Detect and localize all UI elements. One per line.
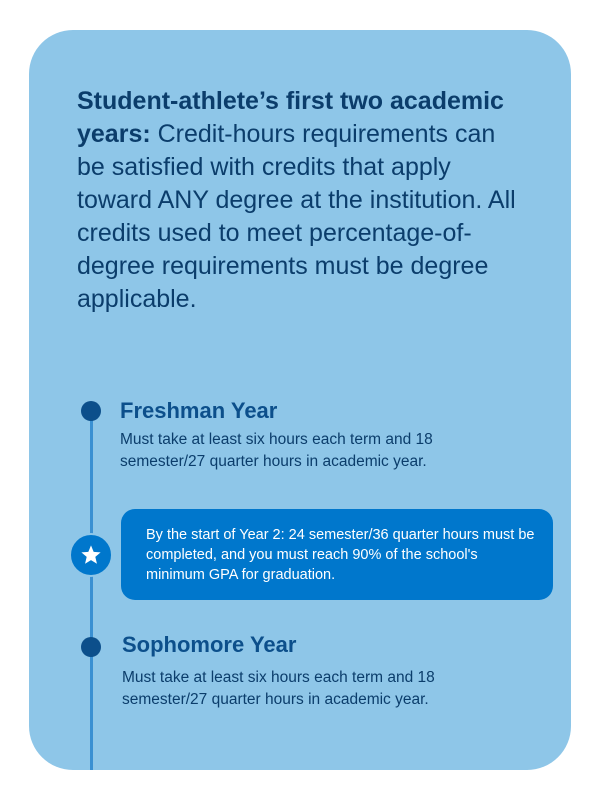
intro-lead: Student-athlete’s first two academic years: xyxy=(77,87,504,148)
sophomore-year-description: Must take at least six hours each term and 18 semester/27 quarter hours in academic year. xyxy=(122,669,435,708)
star-icon xyxy=(69,533,113,577)
info-card xyxy=(29,30,571,770)
freshman-year-title: Freshman Year xyxy=(120,398,278,423)
sophomore-dot-icon xyxy=(81,637,101,657)
intro-body: Credit-hours requirements can be satisfied with credits that apply toward ANY degree at the institution. All credits used to meet percentage-of-degree requirements must be degree applicable. xyxy=(77,120,516,313)
timeline-line xyxy=(90,410,93,770)
milestone-text: By the start of Year 2: 24 semester/36 quarter hours must be completed, and you must reach 90% of the school's minimum GPA for graduation. xyxy=(146,527,535,583)
freshman-year-description: Must take at least six hours each term and 18 semester/27 quarter hours in academic year. xyxy=(120,431,433,470)
sophomore-year-title: Sophomore Year xyxy=(122,632,297,657)
milestone-callout xyxy=(121,509,553,600)
freshman-dot-icon xyxy=(81,401,101,421)
intro-paragraph xyxy=(77,85,527,316)
